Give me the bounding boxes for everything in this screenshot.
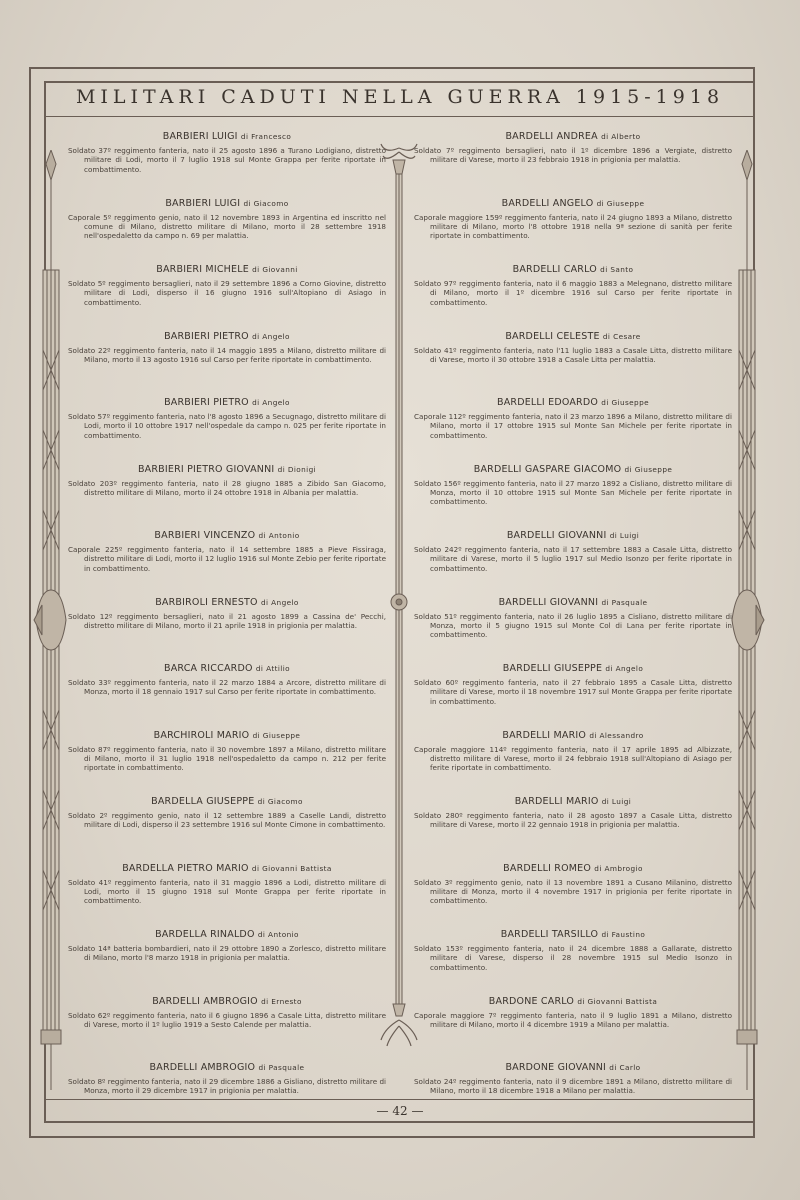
entry-parent: di Giuseppe bbox=[601, 398, 650, 407]
entry-text: Caporale 5º reggimento genio, nato il 12 novembre 1893 in Argentina ed inscritto nel comune di Milano, distretto militare di Milano, morto il 28 settembre 1918 nell'ospedaletto da campo n. 69 per malattia. bbox=[68, 212, 386, 241]
entry-parent: di Luigi bbox=[601, 797, 632, 806]
entry-surname: BARDELLI AMBROGIO bbox=[152, 995, 258, 1007]
entry-surname: BARDONE GIOVANNI bbox=[505, 1062, 607, 1073]
entry-surname: BARDELLI EDOARDO bbox=[496, 397, 599, 408]
entry-parent: di Francesco bbox=[240, 132, 292, 141]
list-item bbox=[414, 727, 732, 794]
entry-text: Soldato 203º reggimento fanteria, nato il 28 giugno 1885 a Zibido San Giacomo, distretto militare di Milano, morto il 24 ottobre 1918 in Albania per malattia. bbox=[68, 478, 386, 497]
entry-parent: di Giuseppe bbox=[252, 730, 301, 740]
entry-text: Soldato 60º reggimento fanteria, nato il 27 febbraio 1895 a Casale Litta, distretto militare di Varese, morto il 18 novembre 1917 sul Monte Grappa per ferite riportate in combattimento. bbox=[414, 678, 732, 706]
entry-surname: BARBIERI PIETRO bbox=[164, 397, 249, 408]
entry-name bbox=[68, 527, 386, 545]
entry-name bbox=[68, 660, 386, 678]
entry-name bbox=[68, 926, 386, 944]
entry-name bbox=[414, 195, 732, 213]
entry-parent: di Ambrogio bbox=[594, 863, 643, 873]
list-item bbox=[68, 1059, 386, 1126]
entry-text: Soldato 14ª batteria bombardieri, nato il 29 ottobre 1890 a Zorlesco, distretto militare di Milano, morto l'8 marzo 1918 in prigionia per malattia. bbox=[68, 944, 386, 963]
list-item bbox=[414, 660, 732, 727]
entry-parent: di Attilio bbox=[255, 664, 291, 673]
entry-surname: BARDELLI GASPARE GIACOMO bbox=[473, 463, 622, 475]
entry-surname: BARCHIROLI MARIO bbox=[153, 729, 250, 741]
entry-parent: di Giacomo bbox=[257, 797, 303, 806]
header-divider bbox=[44, 116, 755, 117]
entry-text: Soldato 62º reggimento fanteria, nato il 6 giugno 1896 a Casale Litta, distretto militare di Varese, morto il 1º luglio 1919 a Sesto Calende per malattia. bbox=[68, 1010, 386, 1029]
entry-parent: di Faustino bbox=[601, 930, 646, 939]
entry-name bbox=[68, 727, 386, 745]
list-item bbox=[414, 527, 732, 594]
entry-parent: di Luigi bbox=[609, 531, 640, 540]
page-title: MILITARI CADUTI NELLA GUERRA 1915-1918 bbox=[75, 86, 725, 108]
entry-text: Soldato 3º reggimento genio, nato il 13 novembre 1891 a Cusano Milanino, distretto militare di Monza, morto il 4 novembre 1917 in prigionia per ferite riportate in combattimento. bbox=[414, 877, 732, 906]
entry-surname: BARDELLI GIOVANNI bbox=[498, 596, 599, 608]
entry-text: Soldato 156º reggimento fanteria, nato il 27 marzo 1892 a Cisliano, distretto militare di Monza, morto il 10 ottobre 1915 sul Monte San Michele per ferite riportate in combattimento. bbox=[414, 478, 732, 507]
entry-text: Soldato 5º reggimento bersaglieri, nato il 29 settembre 1896 a Corno Giovine, distretto militare di Lodi, disperso il 16 giugno 1916 sull'Altopiano di Asiago in combattimento. bbox=[68, 279, 386, 307]
entry-parent: di Antonio bbox=[258, 531, 300, 540]
entry-parent: di Alberto bbox=[601, 132, 641, 141]
entry-parent: di Alessandro bbox=[589, 730, 644, 740]
entry-surname: BARBIERI LUIGI bbox=[165, 197, 241, 209]
list-item bbox=[68, 527, 386, 594]
entry-name bbox=[414, 660, 732, 678]
list-item bbox=[68, 860, 386, 927]
entry-name bbox=[414, 394, 732, 412]
entry-parent: di Dionigi bbox=[277, 464, 317, 474]
entry-surname: BARDELLI CARLO bbox=[512, 264, 597, 275]
entry-text: Soldato 87º reggimento fanteria, nato il 30 novembre 1897 a Milano, distretto militare di Milano, morto il 31 luglio 1918 nell'ospedaletto da campo n. 212 per ferite riportate in combattimento. bbox=[68, 744, 386, 773]
entry-name bbox=[68, 328, 386, 346]
list-item bbox=[68, 793, 386, 860]
entry-name bbox=[414, 793, 732, 811]
entry-name bbox=[414, 727, 732, 745]
left-column bbox=[68, 128, 386, 1126]
entry-text: Soldato 41º reggimento fanteria, nato il 31 maggio 1896 a Lodi, distretto militare di Lodi, morto il 15 giugno 1918 sul Monte Grappa per ferite riportate in combattimento. bbox=[68, 877, 386, 906]
entry-text: Caporale 225º reggimento fanteria, nato il 14 settembre 1885 a Pieve Fissiraga, distretto militare di Lodi, morto il 12 luglio 1916 sul Monte Zebio per ferite riportate in combattimento. bbox=[68, 545, 386, 573]
entry-parent: di Ernesto bbox=[261, 996, 302, 1006]
entry-parent: di Giacomo bbox=[243, 198, 289, 208]
list-item bbox=[414, 128, 732, 195]
entry-text: Caporale 112º reggimento fanteria, nato il 23 marzo 1896 a Milano, distretto militare di Milano, morto il 17 ottobre 1915 sul Monte San Michele per ferite riportate in combattimento. bbox=[414, 412, 732, 440]
entry-name bbox=[414, 128, 732, 146]
entry-parent: di Giovanni bbox=[252, 265, 298, 274]
entry-parent: di Giovanni Battista bbox=[577, 996, 658, 1006]
entry-surname: BARBIERI PIETRO GIOVANNI bbox=[137, 463, 275, 475]
entry-name bbox=[414, 1059, 732, 1077]
entry-name bbox=[68, 1059, 386, 1077]
list-item bbox=[68, 660, 386, 727]
entry-name bbox=[414, 461, 732, 479]
entry-text: Soldato 41º reggimento fanteria, nato l'11 luglio 1883 a Casale Litta, distretto militare di Varese, morto il 30 ottobre 1918 a Casale Litta per malattia. bbox=[414, 345, 732, 364]
right-column bbox=[414, 128, 732, 1126]
entry-text: Soldato 57º reggimento fanteria, nato l'8 agosto 1896 a Secugnago, distretto militare di Lodi, morto il 10 ottobre 1917 nell'ospedale da campo n. 025 per ferite riportate in combattimento. bbox=[68, 412, 386, 440]
list-item bbox=[68, 727, 386, 794]
fasces-icon bbox=[728, 150, 766, 1090]
entry-parent: di Angelo bbox=[252, 398, 290, 407]
entry-name bbox=[414, 926, 732, 944]
entry-name bbox=[414, 261, 732, 279]
list-item bbox=[414, 461, 732, 528]
entry-surname: BARCA RICCARDO bbox=[163, 663, 253, 674]
entry-name bbox=[414, 993, 732, 1011]
list-item bbox=[68, 195, 386, 262]
page-number: — 42 — bbox=[376, 1104, 424, 1118]
entry-parent: di Santo bbox=[600, 265, 634, 274]
list-item bbox=[68, 128, 386, 195]
entry-parent: di Antonio bbox=[257, 930, 299, 939]
entry-surname: BARBIERI PIETRO bbox=[164, 330, 249, 342]
list-item bbox=[68, 461, 386, 528]
entry-text: Caporale maggiore 114º reggimento fanteria, nato il 17 aprile 1895 ad Albizzate, distretto militare di Varese, morto il 24 febbraio 1918 sull'Altopiano di Asiago per ferite riportate in combattimento. bbox=[414, 744, 732, 773]
entry-text: Caporale maggiore 7º reggimento fanteria, nato il 9 luglio 1891 a Milano, distretto militare di Milano, morto il 4 dicembre 1919 a Milano per malattia. bbox=[414, 1010, 732, 1029]
entry-parent: di Pasquale bbox=[601, 597, 648, 607]
entry-name bbox=[414, 860, 732, 878]
entry-surname: BARDELLI GIOVANNI bbox=[506, 530, 607, 541]
list-item bbox=[414, 328, 732, 395]
entry-text: Soldato 12º reggimento bersaglieri, nato il 21 agosto 1899 a Cassina de' Pecchi, distretto militare di Milano, morto il 21 aprile 1918 in prigionia per malattia. bbox=[68, 611, 386, 630]
entry-text: Soldato 8º reggimento fanteria, nato il 29 dicembre 1886 a Gisliano, distretto militare di Monza, morto il 29 dicembre 1917 in prigionia per malattia. bbox=[68, 1077, 386, 1096]
entry-surname: BARBIERI MICHELE bbox=[156, 264, 249, 275]
list-item bbox=[68, 993, 386, 1060]
entry-name bbox=[68, 461, 386, 479]
entry-parent: di Cesare bbox=[602, 331, 641, 341]
entry-parent: di Angelo bbox=[260, 597, 299, 607]
list-item bbox=[68, 926, 386, 993]
entry-surname: BARDELLA RINALDO bbox=[155, 929, 255, 940]
list-item bbox=[414, 261, 732, 328]
entry-surname: BARDELLI MARIO bbox=[502, 729, 587, 741]
entry-name bbox=[68, 793, 386, 811]
fasces-icon bbox=[32, 150, 70, 1090]
entry-surname: BARDELLI ANDREA bbox=[505, 131, 598, 142]
entry-name bbox=[68, 261, 386, 279]
entry-surname: BARDELLI MARIO bbox=[514, 796, 599, 807]
entry-text: Soldato 33º reggimento fanteria, nato il 22 marzo 1884 a Arcore, distretto militare di Monza, morto il 18 gennaio 1917 sul Carso per ferite riportate in combattimento. bbox=[68, 678, 386, 697]
entry-text: Soldato 97º reggimento fanteria, nato il 6 maggio 1883 a Melegnano, distretto militare di Milano, morto il 1º dicembre 1916 sul Carso per ferite riportate in combattimento. bbox=[414, 279, 732, 307]
entry-name bbox=[68, 128, 386, 146]
entry-parent: di Giuseppe bbox=[596, 198, 645, 208]
list-item bbox=[68, 328, 386, 395]
entry-parent: di Giuseppe bbox=[624, 464, 673, 474]
entry-surname: BARDELLI TARSILLO bbox=[500, 929, 599, 940]
entry-name bbox=[68, 993, 386, 1011]
entry-parent: di Angelo bbox=[252, 331, 290, 341]
entry-surname: BARBIERI VINCENZO bbox=[154, 530, 256, 541]
entry-text: Soldato 280º reggimento fanteria, nato il 28 agosto 1897 a Casale Litta, distretto militare di Varese, morto il 22 gennaio 1918 in prigionia per malattia. bbox=[414, 811, 732, 830]
entry-name bbox=[68, 594, 386, 612]
entry-text: Soldato 51º reggimento fanteria, nato il 26 luglio 1895 a Cisliano, distretto militare di Monza, morto il 5 giugno 1915 sul Monte Col di Lana per ferite riportate in combattimento. bbox=[414, 611, 732, 640]
entry-surname: BARDONE CARLO bbox=[488, 995, 575, 1007]
entry-text: Caporale maggiore 159º reggimento fanteria, nato il 24 giugno 1893 a Milano, distretto militare di Milano, morto l'8 ottobre 1918 nella 9ª sezione di sanità per ferite riportate in combattimento. bbox=[414, 212, 732, 241]
list-item bbox=[414, 793, 732, 860]
entry-text: Soldato 7º reggimento bersaglieri, nato il 1º dicembre 1896 a Vergiate, distretto militare di Varese, morto il 23 febbraio 1918 in prigionia per malattia. bbox=[414, 146, 732, 165]
list-item bbox=[414, 195, 732, 262]
entry-surname: BARBIERI LUIGI bbox=[162, 131, 238, 142]
list-item bbox=[68, 261, 386, 328]
list-item bbox=[414, 926, 732, 993]
entry-parent: di Giovanni Battista bbox=[251, 863, 332, 873]
list-item bbox=[68, 594, 386, 661]
entry-name bbox=[68, 860, 386, 878]
entry-surname: BARDELLI GIUSEPPE bbox=[502, 663, 603, 674]
entry-text: Soldato 2º reggimento genio, nato il 12 settembre 1889 a Caselle Landi, distretto militare di Lodi, disperso il 23 settembre 1916 sul Monte Cimone in combattimento. bbox=[68, 811, 386, 830]
entry-name bbox=[414, 594, 732, 612]
entry-surname: BARDELLI AMBROGIO bbox=[149, 1062, 256, 1073]
entry-name bbox=[414, 527, 732, 545]
entry-text: Soldato 22º reggimento fanteria, nato il 14 maggio 1895 a Milano, distretto militare di Milano, morto il 13 agosto 1916 sul Carso per ferite riportate in combattimento. bbox=[68, 345, 386, 364]
list-item bbox=[414, 594, 732, 661]
entry-text: Soldato 242º reggimento fanteria, nato il 17 settembre 1883 a Casale Litta, distretto militare di Varese, morto il 5 luglio 1917 sul Medio Isonzo per ferite riportate in combattimento. bbox=[414, 545, 732, 573]
entry-text: Soldato 24º reggimento fanteria, nato il 9 dicembre 1891 a Milano, distretto militare di Milano, morto il 18 dicembre 1918 a Milano per malattia. bbox=[414, 1077, 732, 1096]
entry-name bbox=[68, 394, 386, 412]
entry-surname: BARDELLA PIETRO MARIO bbox=[122, 862, 249, 874]
list-item bbox=[68, 394, 386, 461]
entry-parent: di Carlo bbox=[609, 1063, 641, 1072]
list-item bbox=[414, 394, 732, 461]
entry-parent: di Angelo bbox=[605, 664, 644, 673]
entry-name bbox=[414, 328, 732, 346]
entry-parent: di Pasquale bbox=[258, 1063, 305, 1072]
list-item bbox=[414, 1059, 732, 1126]
entry-text: Soldato 37º reggimento fanteria, nato il 25 agosto 1896 a Turano Lodigiano, distretto militare di Lodi, morto il 7 luglio 1918 sul Monte Grappa per ferite riportate in combattimento. bbox=[68, 146, 386, 174]
entry-surname: BARDELLI CELESTE bbox=[505, 330, 600, 342]
entry-name bbox=[68, 195, 386, 213]
entry-surname: BARDELLA GIUSEPPE bbox=[151, 796, 255, 807]
entry-surname: BARDELLI ROMEO bbox=[503, 862, 592, 874]
entry-text: Soldato 153º reggimento fanteria, nato il 24 dicembre 1888 a Gallarate, distretto militare di Varese, disperso il 28 novembre 1915 sul Medio Isonzo in combattimento. bbox=[414, 944, 732, 972]
entry-surname: BARBIROLI ERNESTO bbox=[155, 596, 258, 608]
list-item bbox=[414, 860, 732, 927]
list-item bbox=[414, 993, 732, 1060]
entry-surname: BARDELLI ANGELO bbox=[501, 197, 594, 209]
